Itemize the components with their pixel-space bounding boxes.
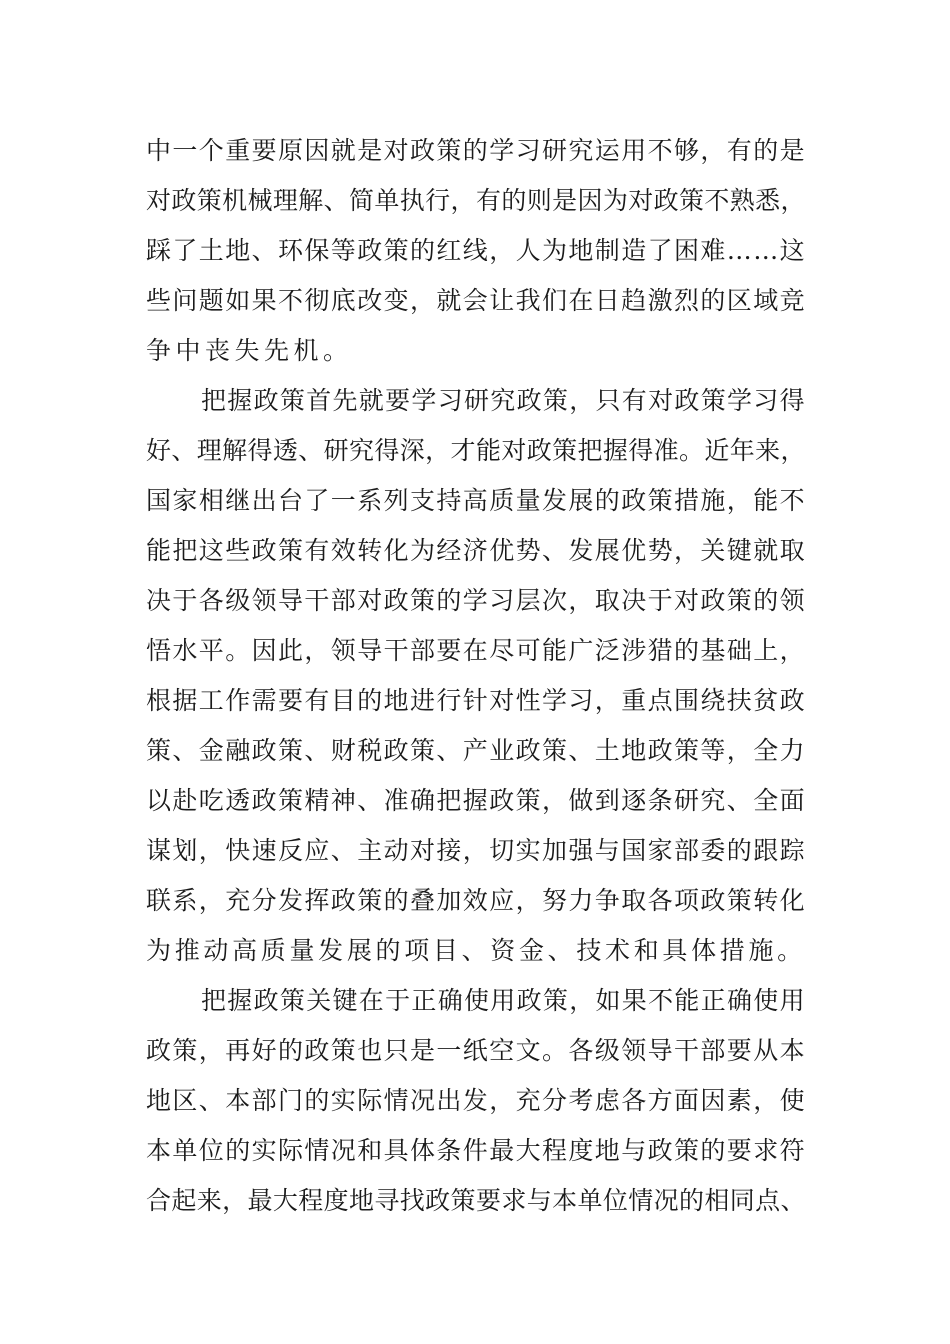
- text-line: 政策，再好的政策也只是一纸空文。各级领导干部要从本: [146, 1036, 806, 1065]
- paragraph-first-line: 把握政策首先就要学习研究政策，只有对政策学习得: [201, 386, 806, 415]
- document-body: [146, 126, 806, 1226]
- text-line: 地区、本部门的实际情况出发，充分考虑各方面因素，使: [146, 1086, 806, 1115]
- text-line: 中一个重要原因就是对政策的学习研究运用不够，有的是: [146, 136, 806, 165]
- text-line: 联系，充分发挥政策的叠加效应，努力争取各项政策转化: [146, 886, 806, 915]
- text-line: 国家相继出台了一系列支持高质量发展的政策措施，能不: [146, 486, 806, 515]
- text-line: 根据工作需要有目的地进行针对性学习，重点围绕扶贫政: [146, 686, 806, 715]
- text-line: 为推动高质量发展的项目、资金、技术和具体措施。: [146, 936, 806, 965]
- paragraph-first-line: 把握政策关键在于正确使用政策，如果不能正确使用: [201, 986, 806, 1015]
- text-line: 决于各级领导干部对政策的学习层次，取决于对政策的领: [146, 586, 806, 615]
- text-line: 能把这些政策有效转化为经济优势、发展优势，关键就取: [146, 536, 806, 565]
- text-line: 好、理解得透、研究得深，才能对政策把握得准。近年来，: [146, 436, 806, 465]
- text-line: 些问题如果不彻底改变，就会让我们在日趋激烈的区域竞: [146, 286, 806, 315]
- text-line: 合起来，最大程度地寻找政策要求与本单位情况的相同点、: [146, 1186, 806, 1215]
- text-line: 争中丧失先机。: [146, 336, 353, 365]
- text-line: 谋划，快速反应、主动对接，切实加强与国家部委的跟踪: [146, 836, 806, 865]
- text-line: 策、金融政策、财税政策、产业政策、土地政策等，全力: [146, 736, 806, 765]
- text-line: 对政策机械理解、简单执行，有的则是因为对政策不熟悉，: [146, 186, 806, 215]
- text-line: 悟水平。因此，领导干部要在尽可能广泛涉猎的基础上，: [146, 636, 806, 665]
- text-line: 踩了土地、环保等政策的红线，人为地制造了困难……这: [146, 236, 806, 265]
- text-line: 本单位的实际情况和具体条件最大程度地与政策的要求符: [146, 1136, 806, 1165]
- text-line: 以赴吃透政策精神、准确把握政策，做到逐条研究、全面: [146, 786, 806, 815]
